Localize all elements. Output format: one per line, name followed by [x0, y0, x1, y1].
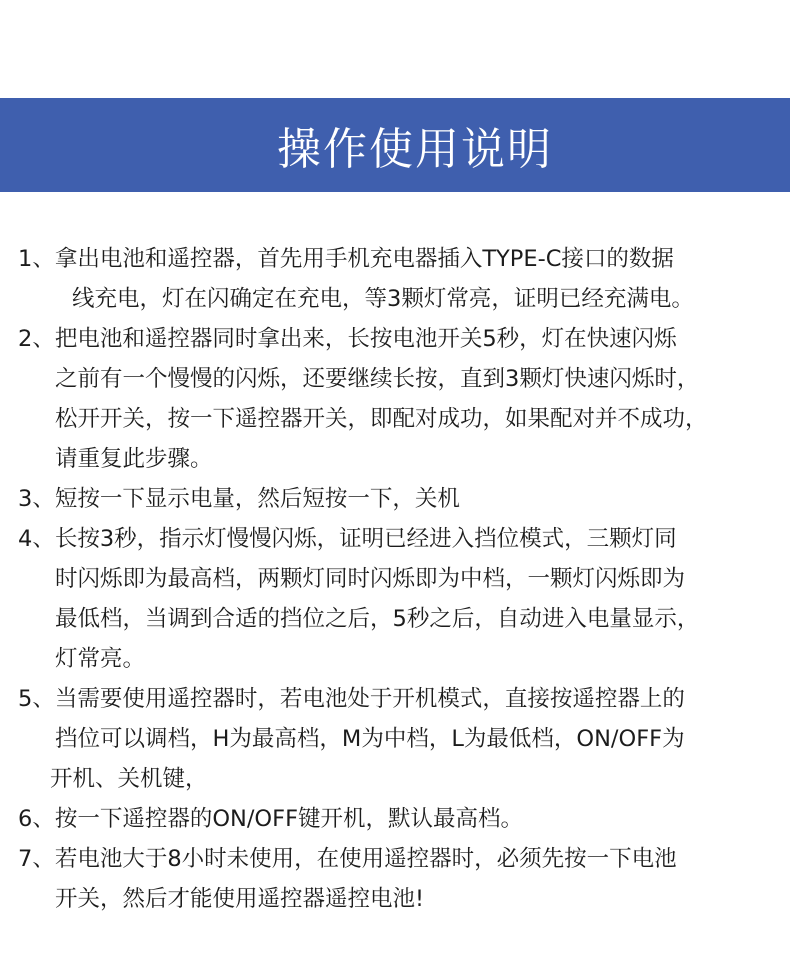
step-1-line-1: 1、拿出电池和遥控器，首先用手机充电器插入TYPE-C接口的数据 — [18, 246, 674, 272]
step-2-line-3: 松开开关，按一下遥控器开关，即配对成功，如果配对并不成功， — [55, 406, 708, 432]
step-5-line-1: 5、当需要使用遥控器时，若电池处于开机模式，直接按遥控器上的 — [18, 686, 685, 712]
page-title: 操作使用说明 — [277, 124, 553, 175]
step-6-line-1: 6、按一下遥控器的ON/OFF键开机，默认最高档。 — [18, 806, 524, 832]
step-5-line-2: 挡位可以调档，H为最高档，M为中档，L为最低档，ON/OFF为 — [55, 726, 685, 752]
step-1-line-2: 线充电，灯在闪确定在充电，等3颗灯常亮，证明已经充满电。 — [72, 286, 694, 312]
step-5-line-3: 开机、关机键， — [50, 766, 208, 792]
step-4-line-4: 灯常亮。 — [55, 646, 146, 672]
step-4-line-1: 4、长按3秒，指示灯慢慢闪烁，证明已经进入挡位模式，三颗灯同 — [18, 526, 677, 552]
step-3-line-1: 3、短按一下显示电量，然后短按一下，关机 — [18, 486, 460, 512]
step-4-line-3: 最低档，当调到合适的挡位之后，5秒之后，自动进入电量显示， — [55, 606, 700, 632]
step-2-line-1: 2、把电池和遥控器同时拿出来，长按电池开关5秒，灯在快速闪烁 — [18, 326, 677, 352]
step-7-line-2: 开关，然后才能使用遥控器遥控电池! — [55, 886, 425, 912]
step-7-line-1: 7、若电池大于8小时未使用，在使用遥控器时，必须先按一下电池 — [18, 846, 677, 872]
step-4-line-2: 时闪烁即为最高档，两颗灯同时闪烁即为中档，一颗灯闪烁即为 — [55, 566, 686, 592]
step-2-line-2: 之前有一个慢慢的闪烁，还要继续长按，直到3颗灯快速闪烁时， — [55, 366, 700, 392]
step-2-line-4: 请重复此步骤。 — [55, 446, 213, 472]
